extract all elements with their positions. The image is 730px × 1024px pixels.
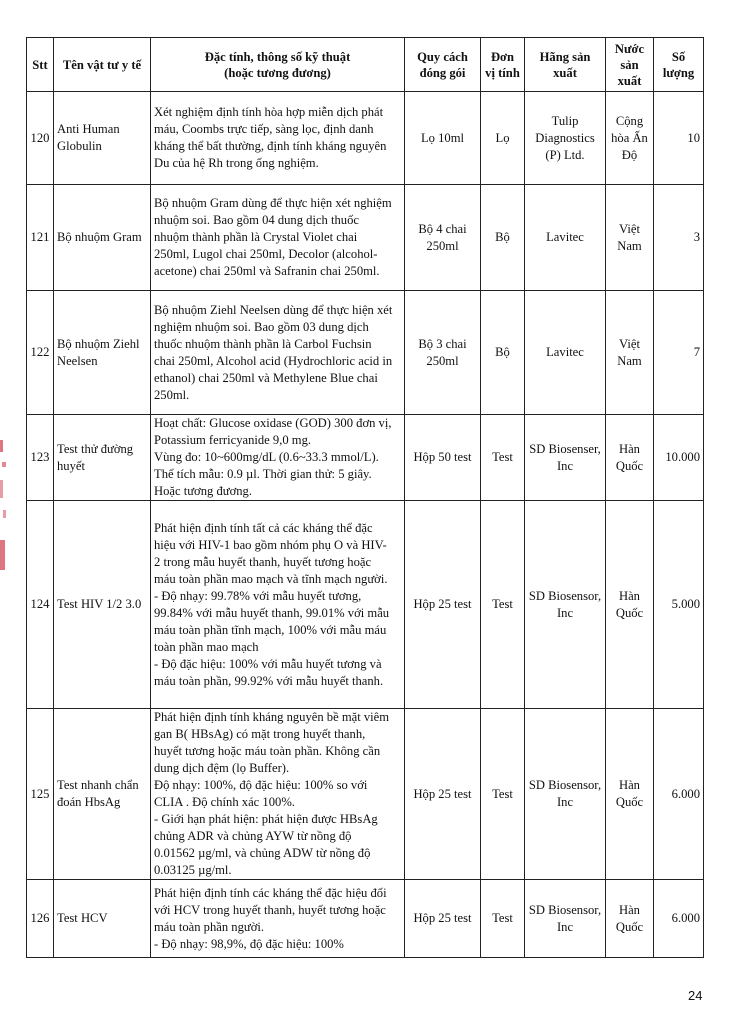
row-stt: 123 bbox=[27, 415, 54, 501]
table-row bbox=[27, 709, 704, 880]
spec-line: Phát hiện định tính kháng nguyên bề mặt viêm bbox=[154, 710, 390, 724]
spec-line: 0.03125 µg/ml. bbox=[154, 863, 232, 877]
spec-line: huyết tương hoặc máu toàn phần. Không cần bbox=[154, 744, 381, 758]
spec-line: Xét nghiệm định tính hòa hợp miễn dịch phát bbox=[154, 105, 384, 119]
row-quantity: 5.000 bbox=[654, 501, 704, 709]
header-stt: Stt bbox=[27, 38, 54, 92]
row-quantity: 7 bbox=[654, 291, 704, 415]
row-quantity: 3 bbox=[654, 185, 704, 291]
row-manufacturer: SD Biosenser, Inc bbox=[525, 415, 606, 501]
header-row bbox=[27, 38, 704, 92]
spec-line: 99.84% với mẫu huyết thanh, 99.01% với mẫu bbox=[154, 605, 390, 620]
table-row bbox=[27, 185, 704, 291]
row-country: Hàn Quốc bbox=[606, 501, 654, 709]
header-manufacturer: Hãng sản xuất bbox=[525, 38, 606, 92]
row-item-name: Test HCV bbox=[54, 880, 151, 958]
spec-line: Phát hiện định tính tất cả các kháng thể đặc bbox=[154, 520, 373, 535]
table-row bbox=[27, 92, 704, 185]
row-spec bbox=[151, 880, 405, 958]
row-unit: Bộ bbox=[481, 291, 525, 415]
spec-line: Độ nhạy: 100%, độ đặc hiệu: 100% so với bbox=[154, 778, 368, 792]
spec-line: hiệu với HIV-1 bao gồm nhóm phụ O và HIV- bbox=[154, 537, 387, 552]
row-manufacturer: SD Biosensor, Inc bbox=[525, 709, 606, 880]
spec-line: Bộ nhuộm Gram dùng để thực hiện xét nghiệm bbox=[154, 196, 392, 210]
medical-supplies-table bbox=[26, 37, 704, 958]
table-row bbox=[27, 880, 704, 958]
row-unit: Test bbox=[481, 501, 525, 709]
spec-line: máu toàn phần, 99.92% với mẫu huyết thanh. bbox=[154, 673, 384, 688]
spec-line: nhuộm thành phần là Crystal Violet chai bbox=[154, 230, 358, 244]
row-stt: 124 bbox=[27, 501, 54, 709]
spec-line: nghiệm nhuộm soi. Bao gồm 03 dung dịch bbox=[154, 319, 369, 334]
row-spec bbox=[151, 501, 405, 709]
row-packaging: Lọ 10ml bbox=[405, 92, 481, 185]
row-stt: 125 bbox=[27, 709, 54, 880]
spec-line: Hoạt chất: Glucose oxidase (GOD) 300 đơn vị, bbox=[154, 416, 392, 430]
table-row bbox=[27, 291, 704, 415]
spec-line: kháng thể bất thường, định tính kháng nguyên bbox=[154, 139, 387, 153]
header-quantity: Số lượng bbox=[654, 38, 704, 92]
header-spec: Đặc tính, thông số kỹ thuật (hoặc tương đương) bbox=[151, 38, 405, 92]
row-quantity: 10 bbox=[654, 92, 704, 185]
spec-line: nhuộm soi. Bao gồm 04 dung dịch thuốc bbox=[154, 213, 359, 227]
row-item-name: Anti Human Globulin bbox=[54, 92, 151, 185]
header-unit: Đơn vị tính bbox=[481, 38, 525, 92]
row-stt: 121 bbox=[27, 185, 54, 291]
row-manufacturer: Tulip Diagnostics (P) Ltd. bbox=[525, 92, 606, 185]
spec-line: máu toàn phần người. bbox=[154, 919, 265, 934]
row-quantity: 6.000 bbox=[654, 709, 704, 880]
row-unit: Test bbox=[481, 880, 525, 958]
row-country: Việt Nam bbox=[606, 185, 654, 291]
row-packaging: Hộp 50 test bbox=[405, 415, 481, 501]
row-packaging: Bộ 3 chai 250ml bbox=[405, 291, 481, 415]
spec-line: gan B( HBsAg) có mặt trong huyết thanh, bbox=[154, 727, 366, 741]
row-packaging: Hộp 25 test bbox=[405, 709, 481, 880]
spec-line: - Độ đặc hiệu: 100% với mẫu huyết tương và bbox=[154, 656, 382, 671]
row-item-name: Bộ nhuộm Ziehl Neelsen bbox=[54, 291, 151, 415]
row-country: Hàn Quốc bbox=[606, 709, 654, 880]
header-packaging: Quy cách đóng gói bbox=[405, 38, 481, 92]
spec-line: chai 250ml, Alcohol acid (Hydrochloric acid in bbox=[154, 353, 393, 368]
row-item-name: Bộ nhuộm Gram bbox=[54, 185, 151, 291]
table-row bbox=[27, 501, 704, 709]
spec-line: Potassium ferricyanide 9,0 mg. bbox=[154, 433, 312, 447]
row-spec bbox=[151, 185, 405, 291]
page-number: 24 bbox=[688, 988, 703, 1003]
spec-line: chủng ADR và chủng AYW từ nồng độ bbox=[154, 829, 352, 843]
spec-line: - Độ nhạy: 99.78% với mẫu huyết tương, bbox=[154, 588, 362, 603]
row-unit: Bộ bbox=[481, 185, 525, 291]
row-spec bbox=[151, 415, 405, 501]
row-stt: 122 bbox=[27, 291, 54, 415]
spec-line: acetone) chai 250ml và Safranin chai 250ml. bbox=[154, 264, 380, 278]
row-item-name: Test thử đường huyết bbox=[54, 415, 151, 501]
red-stamp-fragment bbox=[0, 440, 8, 580]
row-manufacturer: Lavitec bbox=[525, 185, 606, 291]
spec-line: Du của hệ Rh trong ống nghiệm. bbox=[154, 156, 319, 170]
row-unit: Test bbox=[481, 709, 525, 880]
row-stt: 126 bbox=[27, 880, 54, 958]
row-stt: 120 bbox=[27, 92, 54, 185]
header-item-name: Tên vật tư y tế bbox=[54, 38, 151, 92]
spec-line: máu, Coombs trực tiếp, sàng lọc, định danh bbox=[154, 122, 374, 136]
spec-line: với HCV trong huyết thanh, huyết tương hoặc bbox=[154, 902, 386, 917]
spec-line: dung dịch đệm (lọ Buffer). bbox=[154, 761, 290, 775]
spec-line: Bộ nhuộm Ziehl Neelsen dùng để thực hiện xét bbox=[154, 302, 393, 317]
row-spec bbox=[151, 291, 405, 415]
spec-line: - Giới hạn phát hiện: phát hiện được HBsAg bbox=[154, 812, 378, 826]
row-manufacturer: Lavitec bbox=[525, 291, 606, 415]
spec-line: 0.01562 µg/ml, và chủng ADW từ nồng độ bbox=[154, 846, 371, 860]
header-country: Nước sản xuất bbox=[606, 38, 654, 92]
spec-line: Vùng đo: 10~600mg/dL (0.6~33.3 mmol/L). bbox=[154, 450, 379, 464]
spec-line: ethanol) chai 250ml và Methylene Blue chai bbox=[154, 370, 378, 385]
row-country: Việt Nam bbox=[606, 291, 654, 415]
spec-line: thuốc nhuộm thành phần là Carbol Fuchsin bbox=[154, 336, 372, 351]
row-packaging: Bộ 4 chai 250ml bbox=[405, 185, 481, 291]
row-item-name: Test nhanh chẩn đoán HbsAg bbox=[54, 709, 151, 880]
spec-line: Hoặc tương đương. bbox=[154, 484, 252, 498]
spec-line: - Độ nhạy: 98,9%, độ đặc hiệu: 100% bbox=[154, 936, 344, 951]
row-country: Hàn Quốc bbox=[606, 880, 654, 958]
row-manufacturer: SD Biosensor, Inc bbox=[525, 880, 606, 958]
spec-line: 250ml. bbox=[154, 387, 190, 402]
row-unit: Lọ bbox=[481, 92, 525, 185]
row-packaging: Hộp 25 test bbox=[405, 501, 481, 709]
table-row bbox=[27, 415, 704, 501]
row-packaging: Hộp 25 test bbox=[405, 880, 481, 958]
row-manufacturer: SD Biosensor, Inc bbox=[525, 501, 606, 709]
row-unit: Test bbox=[481, 415, 525, 501]
row-country: Hàn Quốc bbox=[606, 415, 654, 501]
row-quantity: 10.000 bbox=[654, 415, 704, 501]
spec-line: 250ml, Lugol chai 250ml, Decolor (alcohol- bbox=[154, 247, 378, 261]
row-quantity: 6.000 bbox=[654, 880, 704, 958]
row-item-name: Test HIV 1/2 3.0 bbox=[54, 501, 151, 709]
spec-line: 2 trong mẫu huyết thanh, huyết tương hoặc bbox=[154, 554, 372, 569]
spec-line: máu toàn phần tĩnh mạch, 100% với mẫu máu bbox=[154, 622, 387, 637]
row-spec bbox=[151, 709, 405, 880]
spec-line: Phát hiện định tính các kháng thể đặc hiệu đối bbox=[154, 885, 387, 900]
spec-line: Thể tích mẫu: 0.9 µl. Thời gian thử: 5 giây. bbox=[154, 467, 372, 481]
spec-line: toàn phần mao mạch bbox=[154, 639, 259, 654]
spec-line: máu toàn phần mao mạch và tĩnh mạch người. bbox=[154, 571, 388, 586]
row-country: Cộng hòa Ấn Độ bbox=[606, 92, 654, 185]
row-spec bbox=[151, 92, 405, 185]
spec-line: CLIA . Độ chính xác 100%. bbox=[154, 795, 295, 809]
